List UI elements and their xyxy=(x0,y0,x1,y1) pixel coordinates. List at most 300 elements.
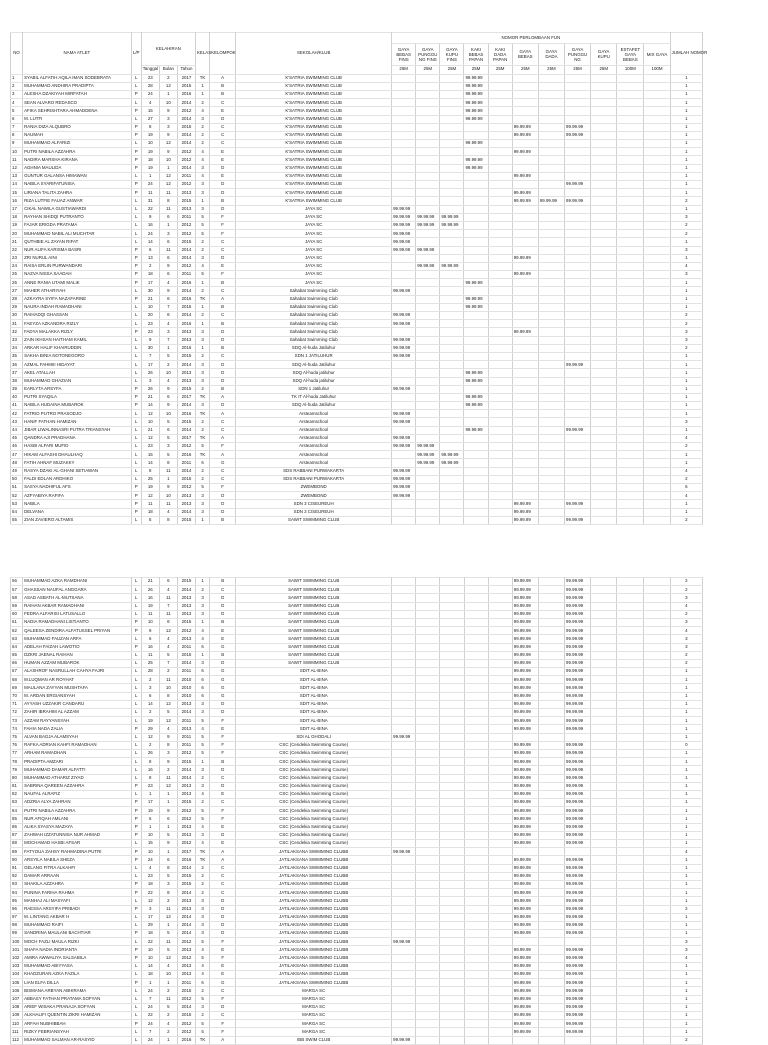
event-time xyxy=(440,344,464,352)
athlete-name: RAYHAN SHIDQI PUTRANTO xyxy=(23,213,132,221)
class: 3 xyxy=(196,594,210,602)
event-time: 99.99.99 xyxy=(565,872,591,880)
club: ZWEMBOND xyxy=(236,492,392,500)
event-time xyxy=(538,741,564,749)
event-time xyxy=(512,410,538,418)
event-time: 99.99.99 xyxy=(565,758,591,766)
event-time xyxy=(416,987,440,995)
event-time xyxy=(617,443,644,451)
event-time xyxy=(644,320,670,328)
class: 1 xyxy=(196,279,210,287)
group: E xyxy=(210,840,236,848)
event-time xyxy=(591,492,617,500)
event-time xyxy=(617,889,644,897)
group: G xyxy=(210,692,236,700)
row-no: 68 xyxy=(11,676,23,684)
event-time xyxy=(464,790,488,798)
club: CSC (Cendekia Swimming Course) xyxy=(236,815,392,823)
event-time xyxy=(617,492,644,500)
event-time xyxy=(591,467,617,475)
event-time xyxy=(392,156,416,164)
gender: L xyxy=(131,758,141,766)
event-time xyxy=(488,271,512,279)
row-no: 45 xyxy=(11,434,23,442)
event-time xyxy=(565,434,591,442)
athlete-name: MUHAMMAD RAIFI xyxy=(23,921,132,929)
birth-day: 19 xyxy=(141,131,159,139)
event-time xyxy=(644,475,670,483)
group: C xyxy=(210,99,236,107)
event-time xyxy=(488,889,512,897)
group: F xyxy=(210,221,236,229)
gender: L xyxy=(131,840,141,848)
event-time xyxy=(538,459,564,467)
event-time xyxy=(591,676,617,684)
birth-day: 8 xyxy=(141,774,159,782)
event-time xyxy=(464,831,488,839)
club: MARGA SC xyxy=(236,1020,392,1028)
class: 2 xyxy=(196,418,210,426)
event-count: 1 xyxy=(670,352,702,360)
club: CSC (Cendekia Swimming Course) xyxy=(236,799,392,807)
event-time: 99.99.99 xyxy=(565,905,591,913)
athlete-name: NAUFAL ALRAFIZ xyxy=(23,790,132,798)
group: F xyxy=(210,733,236,741)
birth-year: 2012 xyxy=(177,443,195,451)
birth-month: 8 xyxy=(159,692,177,700)
table-row xyxy=(11,467,703,475)
event-count: 3 xyxy=(670,336,702,344)
event-time xyxy=(416,725,440,733)
event-time xyxy=(644,717,670,725)
row-no: 73 xyxy=(11,717,23,725)
class: 6 xyxy=(196,979,210,987)
table-row xyxy=(11,684,703,692)
group: C xyxy=(210,312,236,320)
event-time xyxy=(464,221,488,229)
event-time xyxy=(644,979,670,987)
gender: L xyxy=(131,659,141,667)
event-time xyxy=(488,156,512,164)
event-count: 1 xyxy=(670,279,702,287)
group: F xyxy=(210,815,236,823)
event-time: 99.99.99 xyxy=(565,946,591,954)
event-time: 99.99.99 xyxy=(512,823,538,831)
birth-month: 9 xyxy=(159,262,177,270)
birth-month: 9 xyxy=(159,733,177,741)
event-time xyxy=(416,668,440,676)
event-time xyxy=(538,1028,564,1036)
event-time xyxy=(440,1011,464,1019)
row-no: 81 xyxy=(11,782,23,790)
group: D xyxy=(210,921,236,929)
event-time xyxy=(392,115,416,123)
event-time xyxy=(512,352,538,360)
event-count: 3 xyxy=(670,946,702,954)
event-time xyxy=(416,418,440,426)
class: TK xyxy=(196,848,210,856)
birth-day: 20 xyxy=(141,312,159,320)
athlete-name: ZAHWAH IZZATUNNISA NUR AHMAD xyxy=(23,831,132,839)
birth-year: 2016 xyxy=(177,320,195,328)
row-no: 56 xyxy=(11,578,23,586)
club: SDQ Al-huda jatiluhur xyxy=(236,369,392,377)
event-time xyxy=(488,1020,512,1028)
event-time xyxy=(392,189,416,197)
event-time xyxy=(488,107,512,115)
birth-month: 3 xyxy=(159,115,177,123)
table-row xyxy=(11,254,703,262)
event-time xyxy=(416,148,440,156)
event-time xyxy=(538,443,564,451)
event-time xyxy=(617,610,644,618)
event-time xyxy=(591,434,617,442)
event-time xyxy=(488,181,512,189)
event-time xyxy=(565,90,591,98)
birth-day: 14 xyxy=(141,238,159,246)
event-time xyxy=(644,872,670,880)
birth-month: 2 xyxy=(159,1011,177,1019)
gender: L xyxy=(131,418,141,426)
header-spacer xyxy=(0,0,768,32)
event-time xyxy=(440,443,464,451)
event-time xyxy=(565,402,591,410)
event-distance: 25M xyxy=(512,65,538,74)
birth-day: 24 xyxy=(141,856,159,864)
event-time xyxy=(416,856,440,864)
event-time xyxy=(440,856,464,864)
event-time xyxy=(644,230,670,238)
event-time xyxy=(512,303,538,311)
event-time xyxy=(488,115,512,123)
event-time xyxy=(538,758,564,766)
class: 4 xyxy=(196,148,210,156)
class: 3 xyxy=(196,921,210,929)
event-time xyxy=(644,148,670,156)
event-time: 99.99.99 xyxy=(565,995,591,1003)
event-time xyxy=(617,741,644,749)
event-time: 99.99.99 xyxy=(464,74,488,82)
row-no: 61 xyxy=(11,618,23,626)
event-time xyxy=(644,352,670,360)
event-time xyxy=(416,790,440,798)
event-time xyxy=(464,979,488,987)
club: K'SATRIA SWIMMING CLUB xyxy=(236,172,392,180)
event-time xyxy=(644,700,670,708)
table-row xyxy=(11,197,703,205)
table-row xyxy=(11,987,703,995)
event-time xyxy=(617,246,644,254)
group: B xyxy=(210,197,236,205)
event-time xyxy=(440,82,464,90)
event-time xyxy=(440,295,464,303)
club: CSC (Cendekia Swimming Course) xyxy=(236,749,392,757)
event-time xyxy=(440,516,464,524)
event-time xyxy=(617,328,644,336)
event-time xyxy=(538,725,564,733)
athlete-name: MUHAMMAD ANDHIRA PRADIPTA xyxy=(23,82,132,90)
table-header xyxy=(11,33,708,75)
birth-day: 3 xyxy=(141,377,159,385)
event-time xyxy=(416,131,440,139)
event-time: 99.99.99 xyxy=(565,123,591,131)
event-time xyxy=(644,254,670,262)
event-time xyxy=(416,271,440,279)
event-time xyxy=(488,692,512,700)
athlete-name: AYYASH UZZAKIR CANDARU xyxy=(23,700,132,708)
event-time xyxy=(644,344,670,352)
birth-month: 5 xyxy=(159,946,177,954)
gender: L xyxy=(131,475,141,483)
event-time: 99.99.99 xyxy=(512,774,538,782)
event-time xyxy=(538,336,564,344)
class: 3 xyxy=(196,508,210,516)
event-time xyxy=(416,303,440,311)
event-time xyxy=(392,790,416,798)
event-time xyxy=(440,352,464,360)
athlete-name: RAFKA ADRIAN KAHFI RAMADHAN xyxy=(23,741,132,749)
event-count: 1 xyxy=(670,913,702,921)
club: SAWIT SWIMMING CLUB xyxy=(236,659,392,667)
event-time: 99.99.99 xyxy=(392,1036,416,1044)
row-no: 94 xyxy=(11,889,23,897)
birth-day: 24 xyxy=(141,230,159,238)
class: TK xyxy=(196,295,210,303)
event-time: 99.99.99 xyxy=(392,443,416,451)
club: SDN 1 JATILUHUR xyxy=(236,352,392,360)
birth-day: 30 xyxy=(141,287,159,295)
group: B xyxy=(210,344,236,352)
event-time xyxy=(644,946,670,954)
birth-month: 10 xyxy=(159,492,177,500)
event-time xyxy=(644,156,670,164)
athlete-name: SABRINA QAREEN AZZAHRA xyxy=(23,782,132,790)
event-time xyxy=(416,971,440,979)
row-no: 47 xyxy=(11,451,23,459)
event-time xyxy=(644,271,670,279)
event-time xyxy=(565,238,591,246)
event-time: 99.99.99 xyxy=(565,700,591,708)
birth-day: 16 xyxy=(141,594,159,602)
club: K'SATRIA SWIMMING CLUB xyxy=(236,82,392,90)
birth-day: 3 xyxy=(141,684,159,692)
event-time xyxy=(617,410,644,418)
event-time xyxy=(591,181,617,189)
class: 3 xyxy=(196,492,210,500)
event-time: 99.99.99 xyxy=(565,635,591,643)
birth-year: 2015 xyxy=(177,475,195,483)
birth-month: 4 xyxy=(159,962,177,970)
event-count: 3 xyxy=(670,246,702,254)
event-time xyxy=(488,872,512,880)
event-time xyxy=(464,717,488,725)
event-time xyxy=(644,987,670,995)
birth-year: 2011 xyxy=(177,643,195,651)
athlete-name: AZFYABIYA RAFIFA xyxy=(23,492,132,500)
event-time: 99.99.99 xyxy=(565,782,591,790)
club: SDQ Al-huda jatiluhur xyxy=(236,377,392,385)
birth-year: 2014 xyxy=(177,921,195,929)
event-time xyxy=(440,676,464,684)
class: 5 xyxy=(196,815,210,823)
event-time: 99.99.99 xyxy=(392,246,416,254)
club: CSC (Cendekia Swimming Course) xyxy=(236,840,392,848)
event-time xyxy=(591,221,617,229)
event-time xyxy=(440,197,464,205)
club: JATILAKSANA SWIMMING CLUBB xyxy=(236,872,392,880)
event-time xyxy=(464,230,488,238)
event-time xyxy=(591,1011,617,1019)
athlete-name: ADELAH FAIZAH LAWOTIO xyxy=(23,643,132,651)
birth-month: 1 xyxy=(159,90,177,98)
birth-year: 2013 xyxy=(177,725,195,733)
event-time xyxy=(644,385,670,393)
event-time xyxy=(416,905,440,913)
event-time: 99.99.99 xyxy=(416,443,440,451)
event-count: 2 xyxy=(670,586,702,594)
event-time xyxy=(416,741,440,749)
event-time xyxy=(416,205,440,213)
event-time xyxy=(488,749,512,757)
class: 4 xyxy=(196,107,210,115)
birth-month: 12 xyxy=(159,782,177,790)
event-time xyxy=(565,156,591,164)
club: MARGA SC xyxy=(236,1011,392,1019)
club: K'SATRIA SWIMMING CLUB xyxy=(236,140,392,148)
class: 3 xyxy=(196,913,210,921)
event-time xyxy=(538,880,564,888)
event-time xyxy=(488,508,512,516)
event-time xyxy=(591,807,617,815)
event-time xyxy=(464,262,488,270)
row-no: 37 xyxy=(11,369,23,377)
event-time xyxy=(440,156,464,164)
class: 6 xyxy=(196,668,210,676)
event-count: 1 xyxy=(670,181,702,189)
event-time: 99.99.99 xyxy=(565,618,591,626)
event-time: 99.99.99 xyxy=(565,979,591,987)
birth-month: 9 xyxy=(159,402,177,410)
gender: L xyxy=(131,586,141,594)
event-time xyxy=(591,668,617,676)
birth-day: 5 xyxy=(141,516,159,524)
event-time xyxy=(416,156,440,164)
event-time xyxy=(644,189,670,197)
row-no: 29 xyxy=(11,303,23,311)
event-time xyxy=(416,467,440,475)
event-time xyxy=(538,709,564,717)
birth-year: 2012 xyxy=(177,483,195,491)
event-time: 99.99.99 xyxy=(512,807,538,815)
event-time xyxy=(392,749,416,757)
event-time xyxy=(488,434,512,442)
class: 3 xyxy=(196,700,210,708)
event-time xyxy=(416,1020,440,1028)
birth-year: 2015 xyxy=(177,799,195,807)
event-count: 1 xyxy=(670,303,702,311)
gender: L xyxy=(131,962,141,970)
event-time xyxy=(644,279,670,287)
event-time xyxy=(591,500,617,508)
event-time xyxy=(591,594,617,602)
event-time: 99.99.99 xyxy=(565,856,591,864)
group: B xyxy=(210,578,236,586)
event-count: 1 xyxy=(670,123,702,131)
row-no: 28 xyxy=(11,295,23,303)
birth-year: 2016 xyxy=(177,856,195,864)
event-time xyxy=(392,807,416,815)
event-time xyxy=(392,1028,416,1036)
event-time xyxy=(617,799,644,807)
group: C xyxy=(210,1011,236,1019)
birth-day: 3 xyxy=(141,905,159,913)
event-time xyxy=(591,156,617,164)
gender: L xyxy=(131,635,141,643)
club: Arsteamschool xyxy=(236,418,392,426)
birth-month: 12 xyxy=(159,717,177,725)
event-time xyxy=(617,979,644,987)
event-time: 99.99.99 xyxy=(565,807,591,815)
athlete-name: MUHAMMAD GHAZIAN xyxy=(23,377,132,385)
row-no: 80 xyxy=(11,774,23,782)
row-no: 107 xyxy=(11,995,23,1003)
birth-year: 2013 xyxy=(177,897,195,905)
row-no: 62 xyxy=(11,627,23,635)
event-count: 1 xyxy=(670,823,702,831)
birth-month: 6 xyxy=(159,578,177,586)
event-name: KAKI BEBAS PAPAN xyxy=(464,43,488,65)
row-no: 105 xyxy=(11,979,23,987)
club: Sahabat Swimming Club xyxy=(236,295,392,303)
event-time xyxy=(591,651,617,659)
event-time xyxy=(538,815,564,823)
event-time xyxy=(538,766,564,774)
group: D xyxy=(210,831,236,839)
event-time xyxy=(538,385,564,393)
event-time xyxy=(440,725,464,733)
birth-month: 5 xyxy=(159,872,177,880)
group: B xyxy=(210,651,236,659)
event-time xyxy=(488,377,512,385)
event-time xyxy=(488,189,512,197)
event-time xyxy=(644,799,670,807)
col-tanggal: Tanggal xyxy=(141,65,159,74)
row-no: 59 xyxy=(11,602,23,610)
athlete-name: PUTRI SYAQILA xyxy=(23,393,132,401)
club: JATILAKSANA SWIMMING CLUBB xyxy=(236,930,392,938)
event-time: 99.99.99 xyxy=(512,627,538,635)
event-time xyxy=(440,782,464,790)
event-time xyxy=(617,627,644,635)
event-time xyxy=(512,246,538,254)
club: SAWIT SWIMMING CLUB xyxy=(236,651,392,659)
event-time xyxy=(464,864,488,872)
row-no: 6 xyxy=(11,115,23,123)
gender: L xyxy=(131,443,141,451)
event-time xyxy=(512,213,538,221)
group: A xyxy=(210,848,236,856)
birth-day: 6 xyxy=(141,815,159,823)
row-no: 39 xyxy=(11,385,23,393)
group: D xyxy=(210,328,236,336)
event-time xyxy=(565,213,591,221)
table-row xyxy=(11,913,703,921)
event-time xyxy=(488,369,512,377)
birth-day: 14 xyxy=(141,962,159,970)
event-time xyxy=(591,880,617,888)
event-time xyxy=(416,749,440,757)
event-time xyxy=(644,594,670,602)
